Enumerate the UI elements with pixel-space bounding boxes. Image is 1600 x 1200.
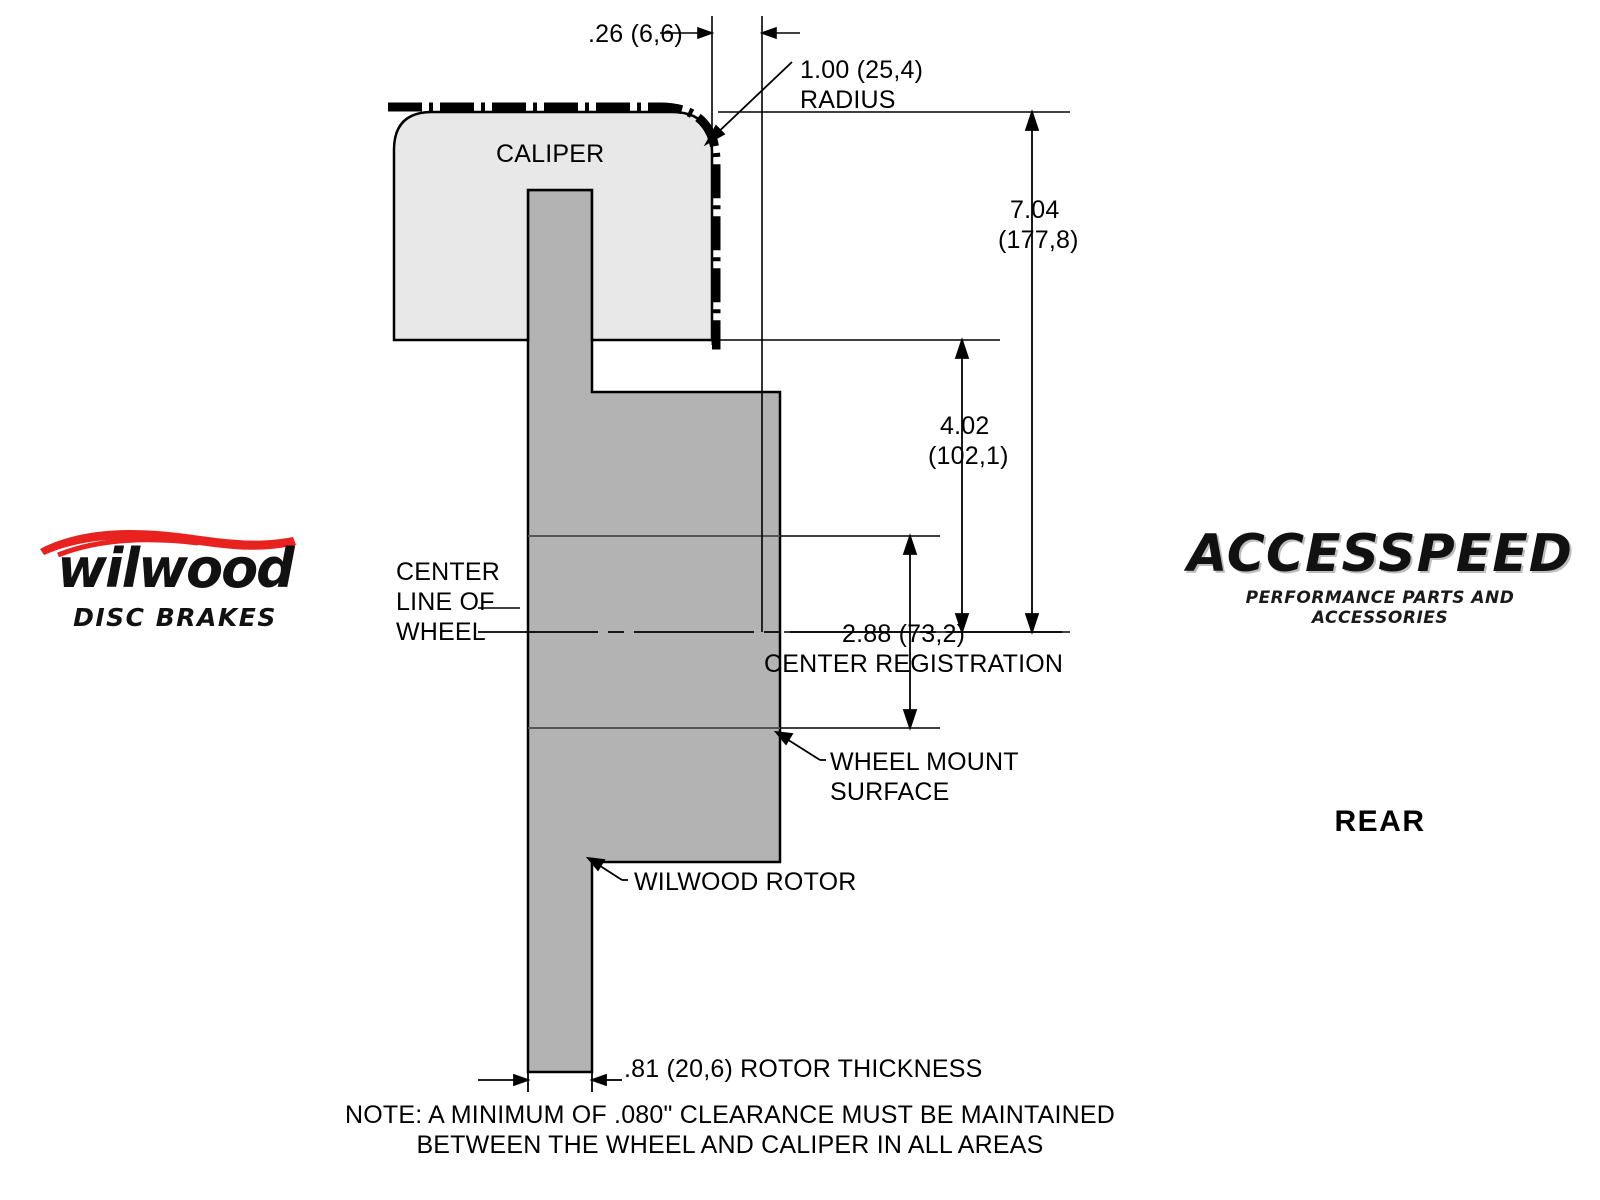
centerline-label-line3: WHEEL	[396, 618, 486, 646]
dimension-caliper-to-centerline-label-line1: 4.02	[940, 412, 990, 440]
accesspeed-tagline: PERFORMANCE PARTS AND ACCESSORIES	[1245, 588, 1515, 628]
accesspeed-wordmark: ACCESSPEED	[1187, 524, 1573, 584]
wheel-mount-surface-label-line1: WHEEL MOUNT	[830, 748, 1019, 776]
note-line1: NOTE: A MINIMUM OF .080" CLEARANCE MUST BE MAINTAINED	[344, 1101, 1116, 1129]
dimension-overall-height-label-line2: (177,8)	[998, 226, 1079, 254]
note-line2: BETWEEN THE WHEEL AND CALIPER IN ALL AREAS	[416, 1131, 1044, 1159]
dimension-rotor-thickness-label: .81 (20,6) ROTOR THICKNESS	[624, 1055, 983, 1083]
wheel-mount-surface-label-line2: SURFACE	[830, 778, 950, 806]
dimension-overall-height	[1026, 112, 1038, 632]
leader-corner-radius	[706, 62, 792, 144]
leader-wheel-mount-surface	[776, 732, 826, 760]
dimension-caliper-to-centerline	[956, 340, 968, 632]
caliper-label: CALIPER	[496, 140, 605, 168]
dimension-corner-radius-label-line2: RADIUS	[800, 86, 896, 114]
wilwood-logo	[10, 515, 340, 645]
position-label: REAR	[1334, 805, 1426, 838]
dimension-overall-height-label-line1: 7.04	[1010, 196, 1060, 224]
dimension-corner-radius-label-line1: 1.00 (25,4)	[800, 56, 924, 84]
dimension-center-registration-label-line1: 2.88 (73,2)	[842, 620, 966, 648]
centerline-label-line2: LINE OF	[396, 588, 495, 616]
wilwood-rotor-label: WILWOOD ROTOR	[634, 868, 857, 896]
dimension-center-registration-label-line2: CENTER REGISTRATION	[764, 650, 1064, 678]
centerline-label-line1: CENTER	[396, 558, 500, 586]
accesspeed-logo	[1185, 520, 1575, 640]
dimension-caliper-offset-label: .26 (6,6)	[588, 20, 683, 48]
wilwood-tagline: DISC BRAKES	[73, 603, 277, 632]
dimension-rotor-thickness	[478, 1072, 622, 1092]
dimension-caliper-to-centerline-label-line2: (102,1)	[928, 442, 1009, 470]
wilwood-wordmark: wilwood	[57, 537, 293, 600]
